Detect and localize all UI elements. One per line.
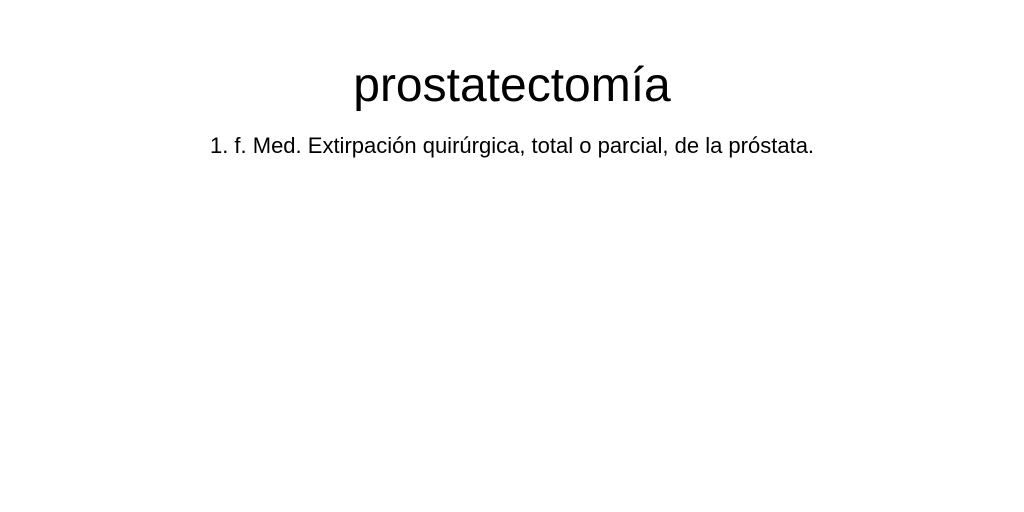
entry-term: prostatectomía bbox=[353, 59, 671, 112]
entry-definition: 1. f. Med. Extirpación quirúrgica, total o parcial, de la próstata. bbox=[209, 133, 815, 158]
